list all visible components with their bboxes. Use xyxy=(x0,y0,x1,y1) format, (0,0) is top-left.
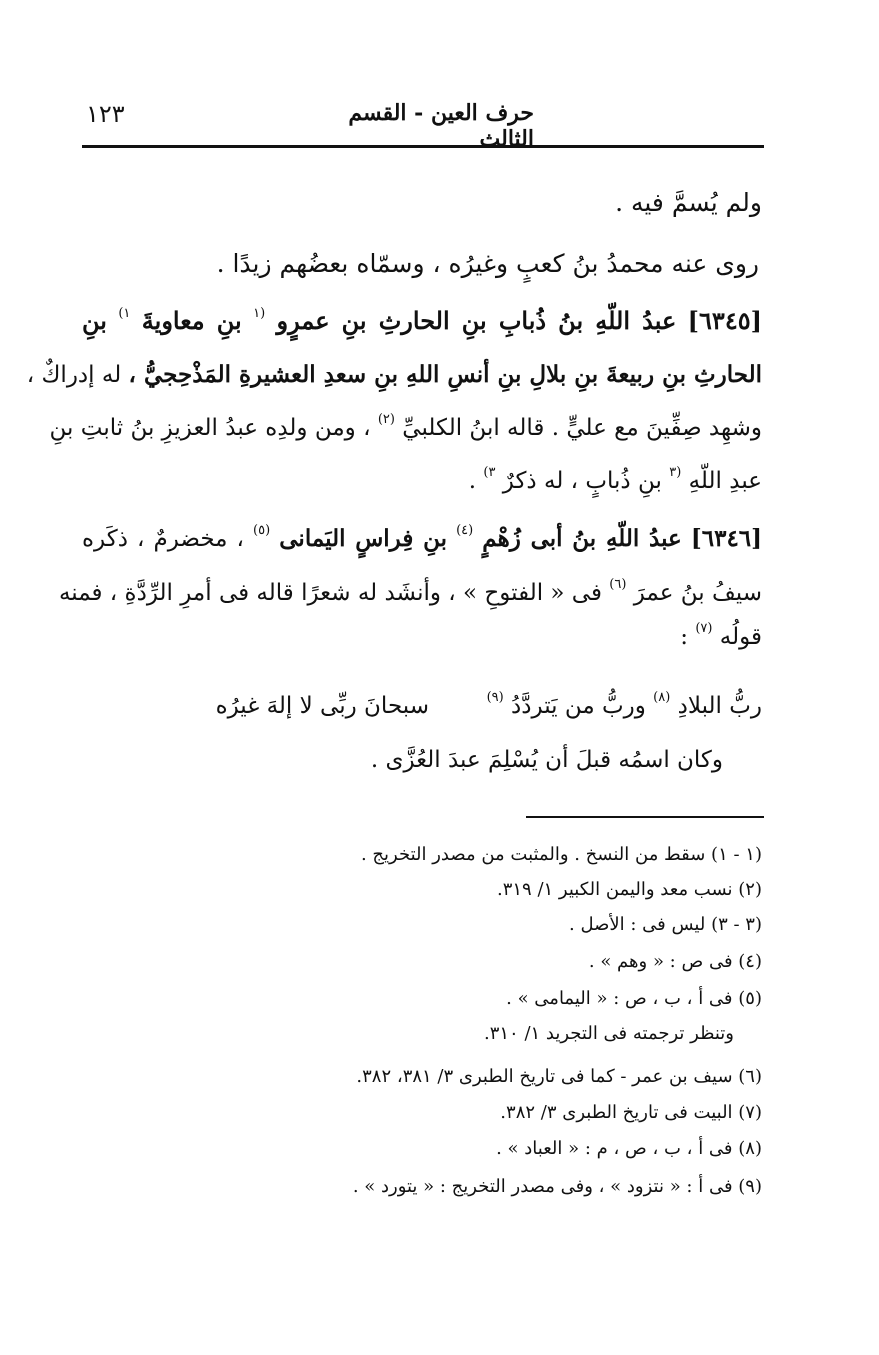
footnote-7: (٧) البيت فى تاريخ الطبرى ٣/ ٣٨٢. xyxy=(500,1102,762,1123)
entry-6345-line-3 xyxy=(49,405,762,455)
entry-6346-number: [٦٣٤٦] xyxy=(690,525,763,552)
page-number: ١٢٣ xyxy=(86,100,125,128)
entry-6346-line-3 xyxy=(82,614,762,664)
entry-6346-line-2 xyxy=(58,570,762,620)
entry-6345-name-end: بنِ xyxy=(82,306,107,335)
body-line-2: روى عنه محمدُ بنُ كعبٍ وغيرُه ، وسمّاه بعضُهم زيدًا . xyxy=(216,249,759,278)
footnote-8: (٨) فى أ ، ب ، ص ، م : « العباد » . xyxy=(496,1138,762,1159)
footnote-ref-6: (٦) xyxy=(609,577,627,592)
footnote-9: (٩) فى أ : « نتزود » ، وفى مصدر التخريج : « يتورد » . xyxy=(352,1176,762,1197)
footnote-ref-7: (٧) xyxy=(695,621,713,636)
verse-hemistich-2-b: وربُّ من يَتردَّدُ xyxy=(511,693,646,719)
entry-6345-number: [٦٣٤٥] xyxy=(687,306,762,335)
entry-6345-note: له إدراكٌ ، xyxy=(26,362,122,388)
body-line-1: ولم يُسمَّ فيه . xyxy=(615,188,762,217)
entry-6346-note: ، مخضرمٌ ، ذكَره xyxy=(82,526,244,552)
footnote-ref-4: (٤) xyxy=(456,523,474,538)
entry-6345-name: عبدُ اللّهِ بنُ ذُبابِ بنِ الحارثِ بنِ عمرٍو xyxy=(276,306,677,335)
footnote-3: (٣ - ٣) ليس فى : الأصل . xyxy=(569,914,762,935)
footnote-ref-3-open: (٣ xyxy=(669,465,682,480)
footnote-ref-9: (٩) xyxy=(486,690,504,705)
footnote-6: (٦) سيف بن عمر - كما فى تاريخ الطبرى ٣/ ٣٨١، ٣٨٢. xyxy=(356,1066,762,1087)
footnote-rule xyxy=(526,816,764,818)
entry-6346-text-c: قولُه xyxy=(719,624,762,650)
entry-6345-line-4 xyxy=(82,458,762,508)
entry-6346-text-b: فى « الفتوحِ » ، وأنشَد له شعرًا قاله فى أمرِ الرِّدَّةِ ، فمنه xyxy=(58,580,602,606)
footnote-5: (٥) فى أ ، ب ، ص : « اليمامى » . xyxy=(506,988,762,1009)
footnote-ref-1-close: ١) xyxy=(118,306,131,321)
footnote-ref-2: (٢) xyxy=(377,412,395,427)
entry-6345-line-2 xyxy=(26,352,762,398)
footnote-1: (١ - ١) سقط من النسخ . والمثبت من مصدر التخريج . xyxy=(360,844,762,865)
footnote-2: (٢) نسب معد واليمن الكبير ١/ ٣١٩. xyxy=(496,879,762,900)
footnote-ref-1-open: (١ xyxy=(253,306,266,321)
entry-6345-text-d: بنِ ذُبابٍ ، له ذكرٌ xyxy=(502,468,662,494)
verse-hemistich-2 xyxy=(487,683,762,733)
entry-6345-text-c: عبدِ اللّهِ xyxy=(688,468,762,494)
entry-6346-colon: : xyxy=(680,624,689,650)
footnote-ref-3-close: ٣) xyxy=(483,465,496,480)
entry-6345-name-cont: بنِ معاويةَ xyxy=(141,306,242,335)
verse-line-2: وكان اسمُه قبلَ أن يُسْلِمَ عبدَ العُزَّى . xyxy=(370,747,723,773)
entry-6345-text-a: وشهِد صِفِّينَ مع عليٍّ . قاله ابنُ الكلبيِّ xyxy=(402,415,762,441)
entry-6346-name-cont: بنِ فِراسٍ اليَمانى xyxy=(279,525,448,552)
verse-hemistich-2-a: ربُّ البلادِ xyxy=(677,693,762,719)
running-header-title: حرف العين - القسم الثالث xyxy=(348,100,534,152)
entry-6346-name: عبدُ اللّهِ بنُ أبى زُهْمٍ xyxy=(482,525,682,552)
entry-6345-line-1 xyxy=(82,298,762,349)
verse-hemistich-1: سبحانَ ربِّى لا إلهَ غيرُه xyxy=(215,693,429,719)
footnote-4: (٤) فى ص : « وهم » . xyxy=(588,951,762,972)
entry-6345-text-b: ، ومن ولدِه عبدُ العزيزِ بنُ ثابتِ بنِ xyxy=(49,415,371,441)
footnote-5-cont: وتنظر ترجمته فى التجريد ١/ ٣١٠. xyxy=(483,1023,734,1044)
header-rule xyxy=(82,145,764,148)
entry-6345-lineage: الحارثِ بنِ ربيعةَ بنِ بلالِ بنِ أنسِ اللهِ بنِ سعدِ العشيرةِ المَذْحِجيُّ ، xyxy=(128,361,762,388)
entry-6346-line-1 xyxy=(82,516,762,566)
footnote-ref-5: (٥) xyxy=(253,523,271,538)
entry-6345-end: . xyxy=(468,468,477,494)
entry-6346-text-a: سيفُ بنُ عمرَ xyxy=(633,580,762,606)
footnote-ref-8: (٨) xyxy=(653,690,671,705)
